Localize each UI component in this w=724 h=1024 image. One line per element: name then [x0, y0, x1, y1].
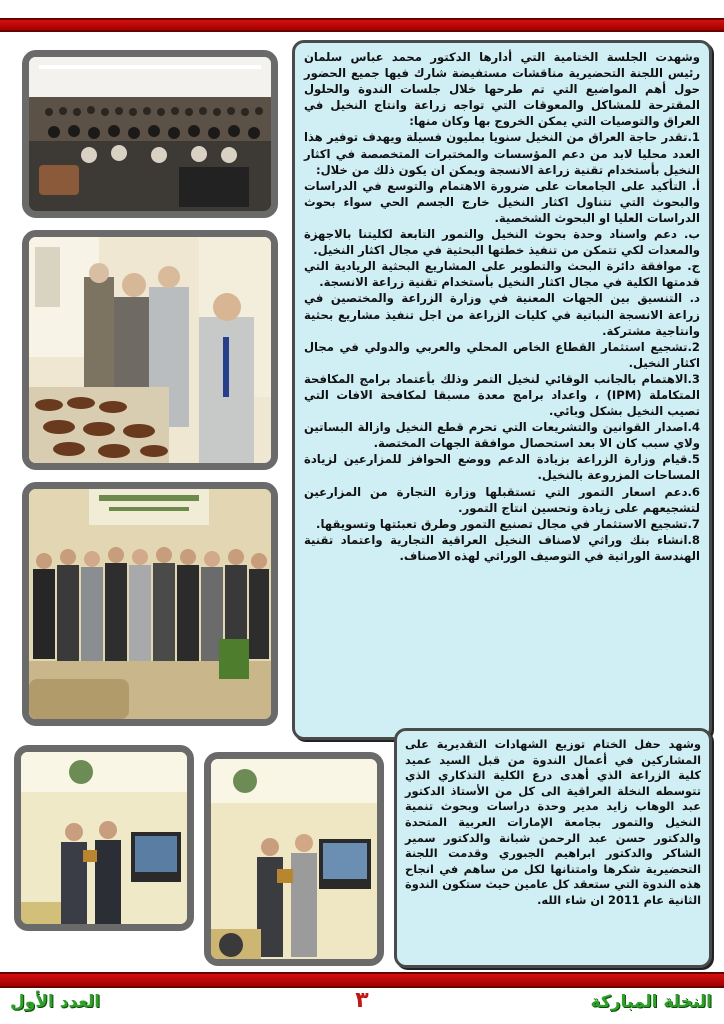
bottom-red-bar — [0, 972, 724, 988]
article-paragraph-5: 5.قيام وزارة الزراعة بزيادة الدعم ووضع الحوافز للمزارعين لزيادة المساحات المزروعة بالنخيل. — [304, 452, 700, 483]
article-paragraph-1d: د. التنسيق بين الجهات المعنية في وزارة الزراعة والمختصين في زراعة الانسجة النباتية في كليات الزراعة من اجل تنفيذ مشاريع بحثية وانتاجية مشتركة. — [304, 291, 700, 338]
closing-paragraph: وشهد حفل الختام توزيع الشهادات التقديرية على المشاركين في أعمال الندوة من قبل السيد عميد كلية الزراعة الذي أهدى درع الكلية التذكاري الذي تتوسطه النخلة العراقية الى كل من الأستاذ الدكتور عبد الوهاب زايد مدير وحدة دراسات وبحوث تنمية النخيل والتمور بجامعة الإمارات العربية المتحدة والدكتور حسن عبد الرحمن شبانة والدكتور سمير الشاكر والدكتور ابراهيم الجبوري وقدمت اللجنة التحضيرية شكرها وامتنانها لكل من ساهم في انجاح هذه الندوة التي ستعقد كل عامين حيث ستكون الندوة الثانية عام 2011 ان شاء الله. — [405, 737, 701, 907]
closing-ceremony-text-box — [394, 728, 712, 968]
article-paragraph-8: 8.انشاء بنك وراثي لاصناف النخيل العراقية التجارية واعتماد تقنية الهندسة الوراثية في التوصيف الوراثي لهذه الاصناف. — [304, 532, 700, 563]
article-paragraph-6: 6.دعم اسعار التمور التي تستقبلها وزارة التجارة من المزارعين لتشجيعهم على زيادة وتحسين انتاج التمور. — [304, 484, 700, 515]
magazine-name: النخلة المباركة — [590, 992, 712, 1012]
photo-dates-exhibition — [22, 230, 278, 470]
article-paragraph-1a: أ. التأكيد على الجامعات على ضرورة الاهتمام والتوسع في الدراسات والبحوث التي تتناول اكثار النخيل خارج الجسم الحي سواء بحوث الدراسات العليا او البحوث الشخصية. — [304, 178, 700, 225]
issue-label: العدد الأول — [10, 992, 101, 1012]
top-red-bar — [0, 18, 724, 32]
article-paragraph-3: 3.الاهتمام بالجانب الوقائي لنخيل التمر وذلك بأعتماد برامج المكافحة المتكاملة (IPM) ، واعداد برامج معدة مسبقا لمكافحة الافات التي تصيب النخيل بشكل وبائي. — [304, 371, 700, 419]
photo-auditorium-audience — [22, 50, 278, 218]
photo-group-participants — [22, 482, 278, 726]
article-paragraph-1: 1.تقدر حاجة العراق من النخيل سنويا بمليون فسيلة ويهدف توفير هذا العدد محليا لابد من دعم المؤسسات والمختبرات المتخصصة في اكثار النخيل بأستخدام تقنية زراعة الانسجة ويمكن ان يكون ذلك من خلال: — [304, 130, 700, 177]
article-paragraph-4: 4.اصدار القوانين والتشريعات التي تحرم قطع النخيل وازالة البساتين ولاي سبب كان الا بعد استحصال موافقة الجهات المختصة. — [304, 420, 700, 451]
article-paragraph-intro: وشهدت الجلسة الختامية التي أدارها الدكتور محمد عباس سلمان رئيس اللجنة التحضيرية مناقشات مستفيضة شارك فيها جميع الحضور حول أهم المواضيع التي تم طرحها خلال جلسات الندوة والحلول المقترحة للمشاكل والمعوقات التي تواجه زراعة وانتاج النخيل في العراق والتوصيات التي يمكن الخروج بها وكان منها: — [304, 50, 700, 129]
article-paragraph-1b: ب. دعم واسناد وحدة بحوث النخيل والتمور التابعة لكليتنا بالاجهزة والمعدات لكي تتمكن من تنفيذ خطتها البحثية في مجال اكثار النخيل. — [304, 227, 700, 258]
page-number: ٣ — [355, 988, 369, 1013]
photo-award-handover-1 — [14, 745, 194, 931]
article-paragraph-7: 7.تشجيع الاستثمار في مجال تصنيع التمور وطرق تعبئتها وتسويقها. — [316, 516, 700, 531]
article-paragraph-2: 2.تشجيع استثمار القطاع الخاص المحلي والعربي والدولي في مجال اكثار النخيل. — [304, 339, 700, 370]
photo-award-handover-2 — [204, 752, 384, 966]
recommendations-text-box — [292, 40, 712, 740]
article-paragraph-1c: ج. موافقة دائرة البحث والتطوير على المشاريع البحثية الريادية التي قدمتها الكلية في مجال اكثار النخيل بأستخدام تقنية زراعة الانسجة. — [304, 259, 700, 290]
